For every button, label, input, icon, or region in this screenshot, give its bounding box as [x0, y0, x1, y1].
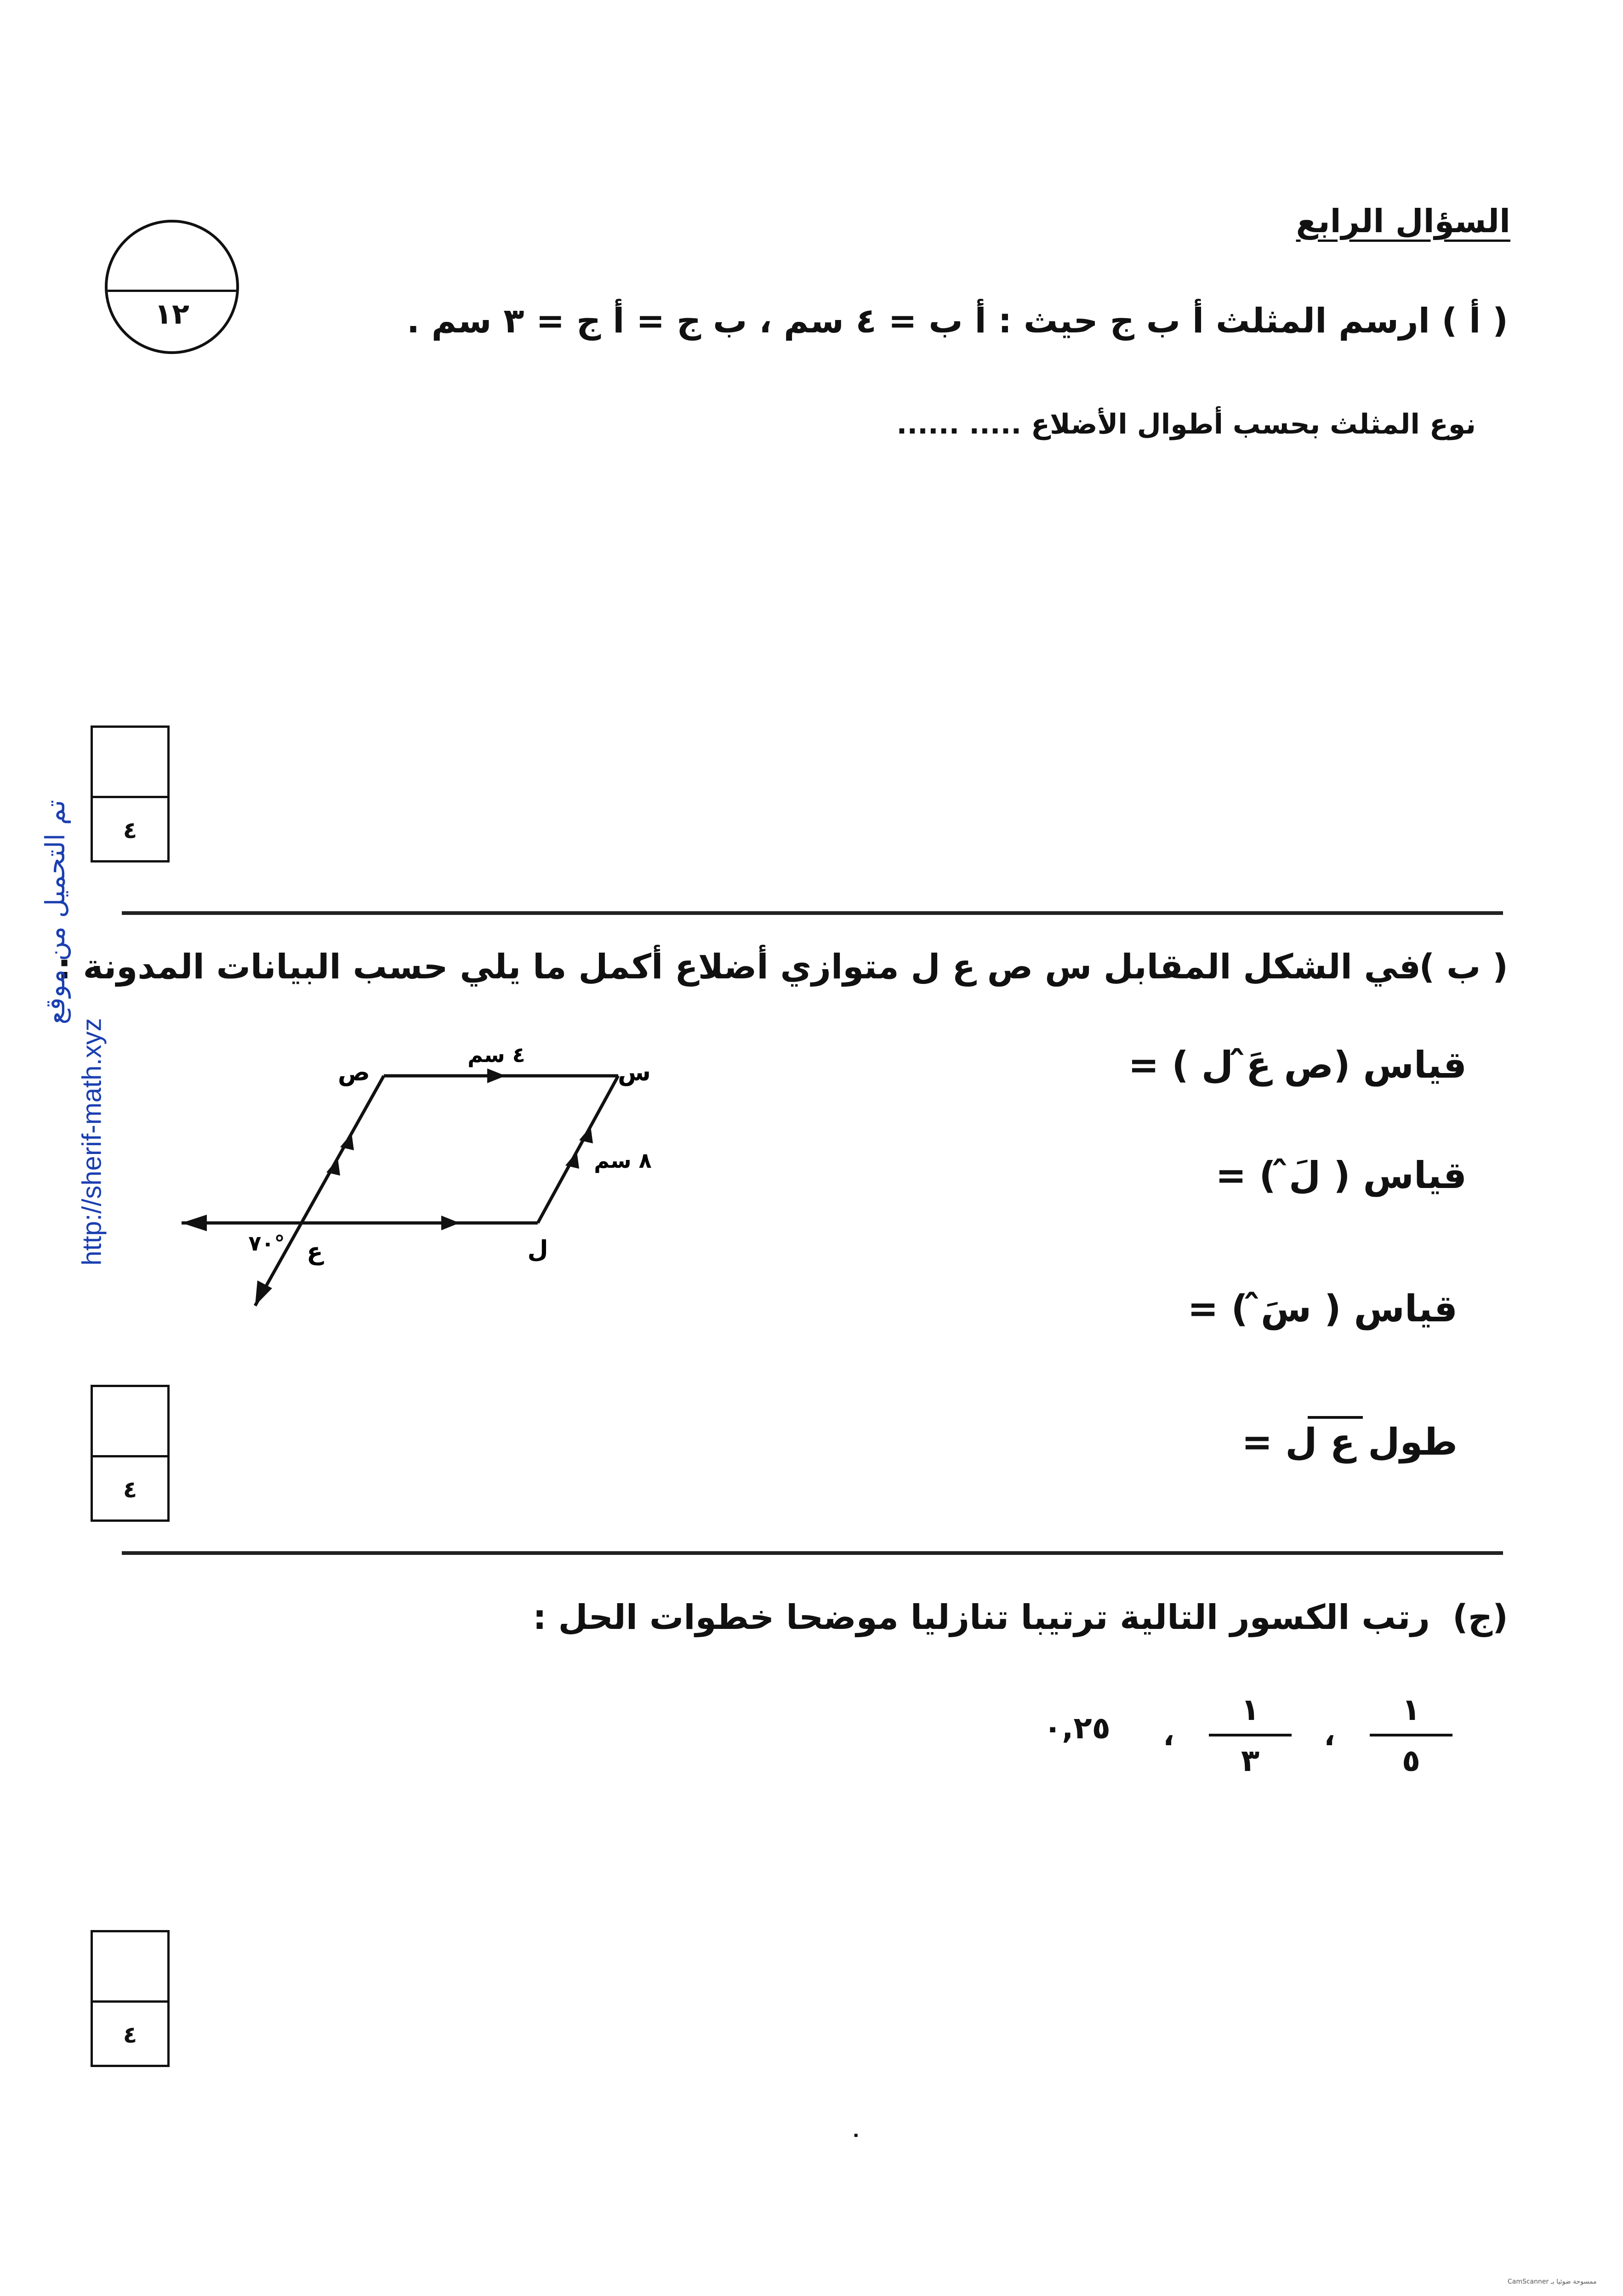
- vertex-label-sad: ص: [338, 1059, 370, 1086]
- divider-1: [122, 911, 1503, 915]
- part-c-score-box: [91, 1930, 170, 2067]
- angle-value: ٧٠°: [248, 1231, 285, 1256]
- part-b-label: ( ب ): [1419, 947, 1508, 987]
- watermark-text: تم التحميل من موقع: [40, 800, 71, 1025]
- section-score-circle: [105, 220, 239, 354]
- segment-overline: [1308, 1416, 1363, 1419]
- watermark-url: http://sherif-math.xyz: [77, 1018, 107, 1266]
- watermark: [77, 981, 108, 1303]
- fraction-2-bar: [1209, 1734, 1292, 1736]
- parallel-mark-base: [441, 1216, 460, 1230]
- right-side-length: ٨ سم: [594, 1148, 652, 1173]
- part-b-text: في الشكل المقابل س ص ع ل متوازي أضلاع أكمل ما يلي حسب البيانات المدونة :: [57, 947, 1421, 987]
- section-score-total: ١٢: [154, 297, 189, 331]
- fraction-1-numerator: ١: [1401, 1692, 1421, 1727]
- fraction-1-bar: [1370, 1734, 1452, 1736]
- score-blank: [93, 1932, 167, 2003]
- page-mark: ٠: [850, 2124, 862, 2145]
- watermark-text-wrap: [40, 751, 71, 1073]
- arrow-bottom-end: [255, 1280, 272, 1306]
- part-a-score: ٤: [123, 817, 137, 844]
- fraction-2-denominator: ٣: [1241, 1743, 1260, 1778]
- part-a-score-box: [91, 725, 170, 862]
- score-divider: [108, 290, 236, 292]
- divider-2: [122, 1551, 1503, 1555]
- top-side-length: ٤ سم: [467, 1042, 525, 1067]
- score-blank: [93, 1387, 167, 1457]
- fraction-1-denominator: ٥: [1401, 1743, 1421, 1778]
- fraction-2: [1209, 1692, 1292, 1778]
- question-title: السؤال الرابع: [1296, 202, 1510, 240]
- fraction-1: [1370, 1692, 1452, 1778]
- fraction-2-numerator: ١: [1241, 1692, 1260, 1727]
- score-blank: [93, 728, 167, 798]
- parallelogram-figure: [175, 1030, 703, 1329]
- part-c-label: (ج): [1452, 1598, 1508, 1637]
- part-c-text: رتب الكسور التالية ترتيبا تنازليا موضحا خطوات الحل :: [533, 1598, 1430, 1637]
- part-b-score-box: [91, 1385, 170, 1522]
- parallel-mark-top: [487, 1068, 506, 1083]
- part-c-score: ٤: [123, 2022, 137, 2048]
- part-a-label: ( أ ): [1441, 301, 1508, 341]
- arrow-left-end: [182, 1215, 207, 1231]
- separator-2: ،: [1163, 1717, 1175, 1753]
- part-a-sub: نوع المثلث بحسب أطوال الأضلاع ..... ......: [896, 408, 1476, 440]
- part-b-item-1: قياس (ص عَ̂ ل ) =: [1128, 1044, 1467, 1086]
- scanner-tag: CamScanner ممسوحة ضوئيا بـ: [1508, 2278, 1597, 2285]
- part-b-item-3: قياس ( سَ̂ ) =: [1187, 1287, 1458, 1330]
- vertex-label-ain: ع: [307, 1238, 323, 1266]
- decimal-value: ٠,٢٥: [1043, 1710, 1110, 1746]
- part-b-item-4: طول ع ل =: [1241, 1421, 1458, 1463]
- part-b-item-2: قياس ( لَ̂ ) =: [1215, 1154, 1467, 1197]
- separator-1: ،: [1324, 1717, 1336, 1753]
- vertex-label-lam: ل: [527, 1236, 548, 1263]
- side-left: [255, 1076, 384, 1306]
- part-a-text: ارسم المثلث أ ب ج حيث : أ ب = ٤ سم ، ب ج = أ ج = ٣ سم .: [406, 301, 1430, 341]
- vertex-label-s: س: [618, 1059, 651, 1086]
- part-b-score: ٤: [123, 1476, 137, 1503]
